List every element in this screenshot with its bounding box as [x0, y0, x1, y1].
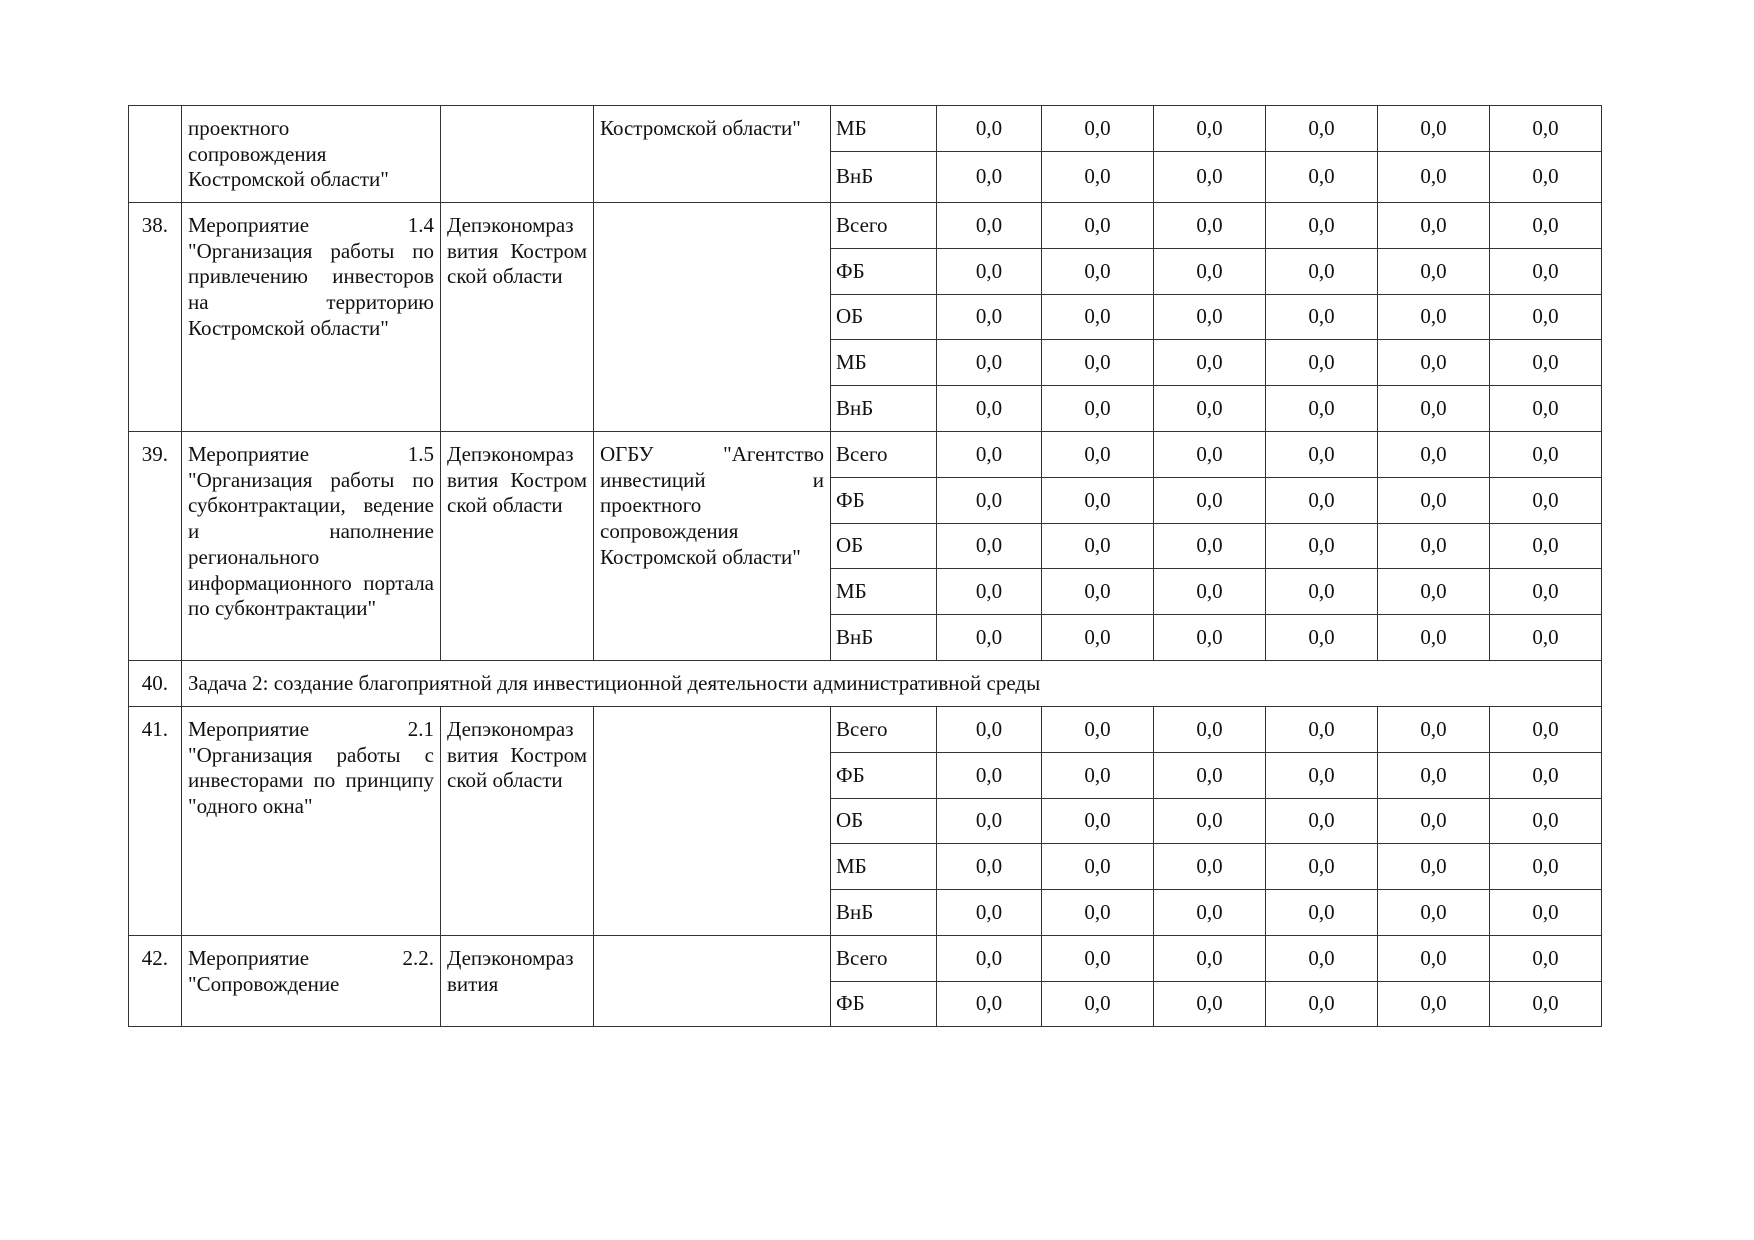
table-row [129, 936, 1602, 982]
funding-value: 0,0 [1154, 707, 1266, 753]
funding-source: ВнБ [831, 386, 937, 432]
funding-value: 0,0 [1378, 844, 1490, 890]
funding-value: 0,0 [1266, 890, 1378, 936]
row-number: 40. [129, 661, 182, 707]
funding-source: ОБ [831, 524, 937, 569]
activity-code: 1.4 [407, 213, 434, 237]
funding-value: 0,0 [937, 936, 1042, 982]
funding-source: ВнБ [831, 152, 937, 203]
activity-name [182, 432, 441, 661]
co-executor: ОГБУ "Агентство инвестиций и проектного сопровождения Костромской области" [594, 432, 831, 661]
funding-value: 0,0 [1378, 753, 1490, 799]
activity-title-line [188, 717, 434, 743]
funding-value: 0,0 [1154, 844, 1266, 890]
row-number [129, 106, 182, 203]
funding-value: 0,0 [1042, 982, 1154, 1027]
funding-value: 0,0 [1266, 203, 1378, 249]
funding-value: 0,0 [1378, 890, 1490, 936]
activity-name [182, 106, 441, 203]
activity-title-line [188, 442, 434, 468]
funding-value: 0,0 [1042, 203, 1154, 249]
funding-value: 0,0 [1490, 524, 1602, 569]
funding-value: 0,0 [1042, 340, 1154, 386]
funding-value: 0,0 [1266, 753, 1378, 799]
funding-source: Всего [831, 203, 937, 249]
funding-value: 0,0 [1378, 340, 1490, 386]
funding-source: ОБ [831, 295, 937, 340]
funding-source: ВнБ [831, 890, 937, 936]
funding-value: 0,0 [1490, 152, 1602, 203]
activity-label: Мероприятие [188, 717, 310, 741]
funding-source: МБ [831, 340, 937, 386]
funding-value: 0,0 [1042, 524, 1154, 569]
task-row [129, 661, 1602, 707]
funding-source: Всего [831, 707, 937, 753]
row-number: 38. [129, 203, 182, 432]
funding-value: 0,0 [1042, 753, 1154, 799]
funding-value: 0,0 [1042, 295, 1154, 340]
row-number: 39. [129, 432, 182, 661]
funding-value: 0,0 [1266, 249, 1378, 295]
funding-value: 0,0 [1042, 569, 1154, 615]
activity-name [182, 707, 441, 936]
funding-value: 0,0 [1154, 432, 1266, 478]
funding-source: МБ [831, 569, 937, 615]
funding-value: 0,0 [1378, 295, 1490, 340]
funding-value: 0,0 [1490, 432, 1602, 478]
funding-source: ФБ [831, 982, 937, 1027]
funding-value: 0,0 [937, 799, 1042, 844]
funding-value: 0,0 [1266, 295, 1378, 340]
funding-value: 0,0 [937, 982, 1042, 1027]
funding-value: 0,0 [1266, 844, 1378, 890]
funding-value: 0,0 [1490, 707, 1602, 753]
funding-value: 0,0 [1042, 799, 1154, 844]
funding-value: 0,0 [937, 295, 1042, 340]
table-row [129, 707, 1602, 753]
funding-value: 0,0 [1378, 203, 1490, 249]
funding-value: 0,0 [1042, 432, 1154, 478]
activity-label: Мероприятие [188, 946, 310, 970]
activity-description-line: Костромской области" [188, 167, 389, 192]
funding-value: 0,0 [1266, 478, 1378, 524]
funding-value: 0,0 [1266, 707, 1378, 753]
funding-value: 0,0 [1266, 569, 1378, 615]
activity-name [182, 936, 441, 1027]
funding-value: 0,0 [1378, 106, 1490, 152]
funding-value: 0,0 [1154, 478, 1266, 524]
table-row [129, 203, 1602, 249]
responsible-executor [441, 106, 594, 203]
activity-title-line [188, 213, 434, 239]
responsible-executor: Депэкономраз вития Костромской области [441, 203, 594, 432]
funding-value: 0,0 [1378, 615, 1490, 661]
funding-value: 0,0 [1378, 432, 1490, 478]
funding-value: 0,0 [1042, 386, 1154, 432]
responsible-executor: Депэкономраз вития [441, 936, 594, 1027]
funding-value: 0,0 [1154, 799, 1266, 844]
funding-value: 0,0 [1154, 982, 1266, 1027]
funding-value: 0,0 [1266, 615, 1378, 661]
funding-value: 0,0 [1154, 936, 1266, 982]
funding-source: МБ [831, 844, 937, 890]
funding-value: 0,0 [937, 203, 1042, 249]
funding-value: 0,0 [1266, 936, 1378, 982]
funding-value: 0,0 [1154, 203, 1266, 249]
funding-source: ВнБ [831, 615, 937, 661]
funding-value: 0,0 [937, 753, 1042, 799]
funding-value: 0,0 [937, 478, 1042, 524]
funding-value: 0,0 [1042, 478, 1154, 524]
funding-source: ФБ [831, 478, 937, 524]
funding-value: 0,0 [937, 569, 1042, 615]
funding-value: 0,0 [1378, 799, 1490, 844]
funding-value: 0,0 [1266, 340, 1378, 386]
funding-source: ФБ [831, 249, 937, 295]
responsible-executor: Депэкономраз вития Костромской области [441, 707, 594, 936]
activity-code: 1.5 [407, 442, 434, 466]
funding-value: 0,0 [1154, 753, 1266, 799]
funding-value: 0,0 [1378, 386, 1490, 432]
funding-value: 0,0 [1042, 844, 1154, 890]
funding-value: 0,0 [1490, 106, 1602, 152]
funding-value: 0,0 [1490, 982, 1602, 1027]
funding-value: 0,0 [1490, 203, 1602, 249]
funding-source: ОБ [831, 799, 937, 844]
responsible-executor: Депэкономраз вития Костромской области [441, 432, 594, 661]
funding-value: 0,0 [1490, 569, 1602, 615]
table-row [129, 106, 1602, 152]
funding-value: 0,0 [1266, 524, 1378, 569]
funding-value: 0,0 [1154, 340, 1266, 386]
funding-value: 0,0 [1490, 386, 1602, 432]
funding-value: 0,0 [937, 432, 1042, 478]
row-number: 42. [129, 936, 182, 1027]
funding-value: 0,0 [1378, 936, 1490, 982]
funding-value: 0,0 [1378, 982, 1490, 1027]
activity-label: Мероприятие [188, 442, 310, 466]
funding-value: 0,0 [1154, 569, 1266, 615]
co-executor [594, 707, 831, 936]
funding-value: 0,0 [1154, 615, 1266, 661]
activity-name [182, 203, 441, 432]
funding-value: 0,0 [1490, 615, 1602, 661]
row-number: 41. [129, 707, 182, 936]
funding-value: 0,0 [1378, 152, 1490, 203]
funding-value: 0,0 [937, 340, 1042, 386]
funding-value: 0,0 [1154, 524, 1266, 569]
funding-value: 0,0 [937, 249, 1042, 295]
activity-label: Мероприятие [188, 213, 310, 237]
funding-source: МБ [831, 106, 937, 152]
funding-value: 0,0 [937, 386, 1042, 432]
funding-value: 0,0 [1378, 569, 1490, 615]
co-executor [594, 203, 831, 432]
funding-value: 0,0 [1042, 890, 1154, 936]
funding-value: 0,0 [1378, 707, 1490, 753]
funding-value: 0,0 [1266, 386, 1378, 432]
funding-value: 0,0 [1042, 936, 1154, 982]
funding-value: 0,0 [1266, 152, 1378, 203]
funding-value: 0,0 [1266, 432, 1378, 478]
funding-source: ФБ [831, 753, 937, 799]
funding-value: 0,0 [1490, 295, 1602, 340]
funding-value: 0,0 [1490, 478, 1602, 524]
funding-value: 0,0 [1042, 615, 1154, 661]
table-row [129, 432, 1602, 478]
activity-description: "Организация работы по субконтрактации, ведение и наполнение регионального информационного портала по субконтрактации" [188, 467, 434, 621]
funding-value: 0,0 [937, 615, 1042, 661]
funding-value: 0,0 [937, 152, 1042, 203]
funding-value: 0,0 [1154, 249, 1266, 295]
funding-value: 0,0 [1154, 295, 1266, 340]
activity-code: 2.2. [402, 946, 434, 970]
funding-value: 0,0 [1378, 524, 1490, 569]
activity-code: 2.1 [407, 717, 434, 741]
funding-value: 0,0 [1490, 844, 1602, 890]
funding-value: 0,0 [1042, 249, 1154, 295]
co-executor: Костромской области" [594, 106, 831, 203]
funding-value: 0,0 [937, 707, 1042, 753]
funding-value: 0,0 [1490, 890, 1602, 936]
activity-description: "Сопровождение [188, 971, 340, 996]
funding-source: Всего [831, 432, 937, 478]
activity-description-line: проектного [188, 116, 290, 140]
funding-value: 0,0 [937, 890, 1042, 936]
budget-table [128, 105, 1602, 1027]
funding-source: Всего [831, 936, 937, 982]
funding-value: 0,0 [1042, 707, 1154, 753]
activity-description: "Организация работы с инвесторами по принципу "одного окна" [188, 742, 434, 819]
funding-value: 0,0 [1266, 799, 1378, 844]
task-heading: Задача 2: создание благоприятной для инвестиционной деятельности административной среды [182, 661, 1602, 707]
funding-value: 0,0 [1378, 478, 1490, 524]
funding-value: 0,0 [1490, 340, 1602, 386]
funding-value: 0,0 [1490, 753, 1602, 799]
funding-value: 0,0 [1490, 936, 1602, 982]
funding-value: 0,0 [1378, 249, 1490, 295]
funding-value: 0,0 [937, 524, 1042, 569]
activity-title-line [188, 946, 434, 972]
funding-value: 0,0 [1154, 386, 1266, 432]
funding-value: 0,0 [1266, 106, 1378, 152]
activity-description-line: сопровождения [188, 141, 327, 166]
funding-value: 0,0 [1154, 106, 1266, 152]
funding-value: 0,0 [1042, 152, 1154, 203]
funding-value: 0,0 [1154, 152, 1266, 203]
funding-value: 0,0 [1490, 799, 1602, 844]
co-executor [594, 936, 831, 1027]
activity-description: "Организация работы по привлечению инвесторов на территорию Костромской области" [188, 238, 434, 340]
funding-value: 0,0 [1266, 982, 1378, 1027]
funding-value: 0,0 [1154, 890, 1266, 936]
funding-value: 0,0 [1042, 106, 1154, 152]
funding-value: 0,0 [937, 106, 1042, 152]
funding-value: 0,0 [1490, 249, 1602, 295]
funding-value: 0,0 [937, 844, 1042, 890]
